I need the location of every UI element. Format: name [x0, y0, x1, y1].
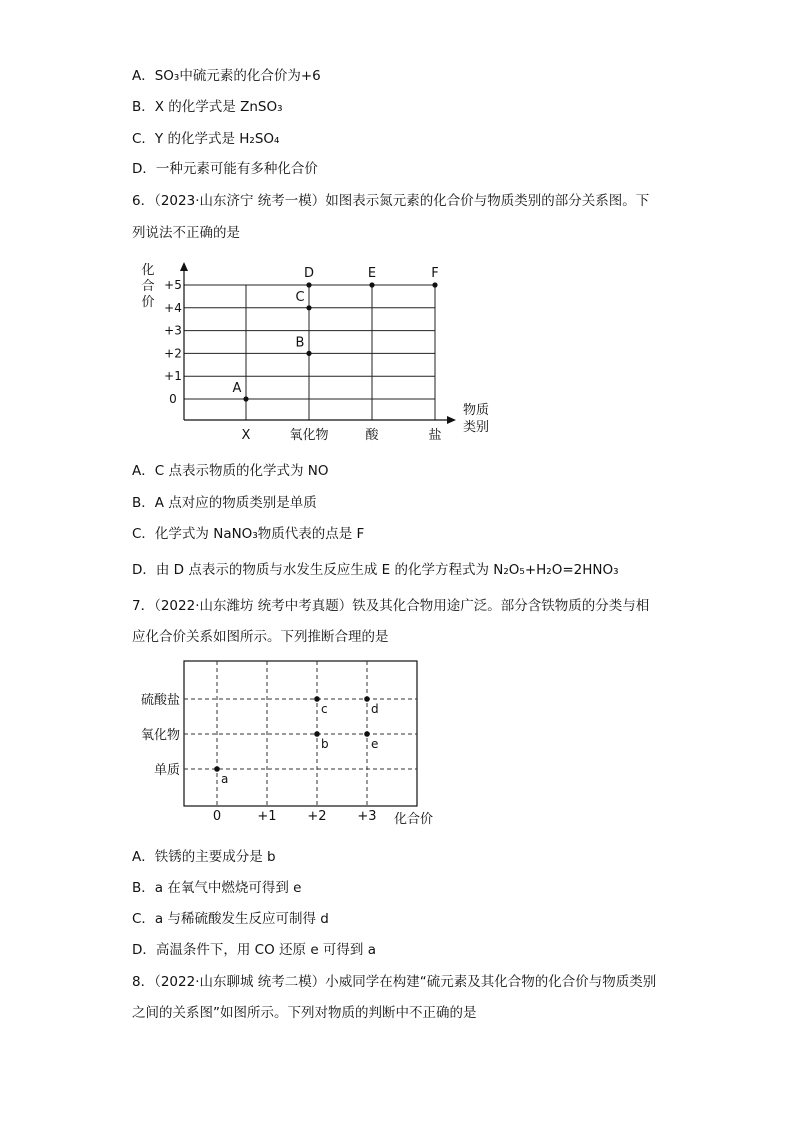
x-category-label: 氧化物: [289, 428, 329, 443]
point-label-E: E: [367, 266, 377, 281]
point-label-c: c: [321, 702, 328, 716]
point-label-C: C: [295, 289, 305, 305]
x-category-label: 盐: [428, 428, 442, 443]
y-tick-label: +4: [164, 300, 182, 315]
y-tick-label: +3: [164, 323, 182, 338]
chart2-xticks: [213, 809, 377, 824]
x-tick-label: +2: [307, 809, 327, 824]
point-label-b: b: [321, 737, 329, 751]
data-point-a: [214, 766, 220, 772]
x-tick-label: 0: [212, 809, 222, 824]
point-label-F: F: [431, 266, 439, 281]
y-tick-label: +1: [164, 369, 182, 384]
data-point-d: [364, 696, 370, 702]
q6-option-c: C．化学式为 NaNO₃物质代表的点是 F: [132, 526, 365, 542]
point-label-D: D: [303, 266, 315, 281]
y-tick-label: +2: [164, 346, 182, 361]
q5-option-a: A．SO₃中硫元素的化合价为+6: [132, 68, 321, 84]
point-label-A: A: [232, 381, 242, 396]
q6-stem-line1: 6．（2023·山东济宁 统考一模）如图表示氮元素的化合价与物质类别的部分关系图。下: [132, 193, 650, 209]
q8-stem-line2: 之间的关系图”如图所示。下列对物质的判断中不正确的是: [132, 1005, 477, 1021]
y-axis-label-char: 价: [141, 295, 155, 310]
data-point-e: [364, 731, 370, 737]
y-tick-label: 0: [169, 392, 177, 406]
q5-option-b: B．X 的化学式是 ZnSO₃: [132, 99, 283, 115]
x-category-label: X: [241, 428, 251, 443]
y-axis-label-char: 化: [141, 263, 155, 278]
q5-option-d: D．一种元素可能有多种化合价: [132, 161, 318, 177]
x-axis-label: 类别: [462, 420, 490, 435]
q7-stem-line1: 7．（2022·山东潍坊 统考中考真题）铁及其化合物用途广泛。部分含铁物质的分类与相: [132, 598, 650, 614]
q6-stem-line2: 列说法不正确的是: [132, 225, 240, 241]
x-axis-label: 化合价: [394, 812, 434, 827]
x-tick-label: +1: [257, 809, 277, 824]
q7-stem-line2: 应化合价关系如图所示。下列推断合理的是: [132, 629, 389, 645]
y-category-label: 单质: [153, 763, 180, 778]
point-label-B: B: [295, 335, 305, 351]
y-category-label: 氧化物: [140, 728, 180, 743]
q7-option-d: D．高温条件下，用 CO 还原 e 可得到 a: [132, 942, 376, 958]
chart2-points: [214, 696, 378, 786]
chart2-grid: [184, 661, 417, 806]
q7-option-a: A．铁锈的主要成分是 b: [132, 849, 276, 865]
data-point-c: [314, 696, 320, 702]
y-axis-label-char: 合: [141, 279, 155, 294]
point-label-a: a: [221, 772, 229, 786]
q6-option-a: A．C 点表示物质的化学式为 NO: [132, 463, 329, 479]
x-axis-label: 物质: [462, 403, 490, 418]
q8-stem-line1: 8．（2022·山东聊城 统考二模）小威同学在构建“硫元素及其化合物的化合价与物质类别: [132, 974, 657, 990]
q7-option-b: B．a 在氧气中燃烧可得到 e: [132, 880, 302, 896]
x-category-label: 酸: [365, 428, 379, 443]
y-category-label: 硫酸盐: [140, 693, 180, 708]
point-label-d: d: [371, 702, 379, 716]
q6-option-d: D．由 D 点表示的物质与水发生反应生成 E 的化学方程式为 N₂O₅+H₂O=2HNO₃: [132, 562, 619, 578]
x-tick-label: +3: [357, 809, 377, 824]
point-label-e: e: [371, 737, 379, 751]
chart2-xlabel: [394, 812, 433, 827]
q7-option-c: C．a 与稀硫酸发生反应可制得 d: [132, 911, 329, 927]
y-tick-label: +5: [164, 278, 182, 292]
data-point-b: [314, 731, 320, 737]
q5-option-c: C．Y 的化学式是 H₂SO₄: [132, 131, 280, 147]
q6-option-b: B．A 点对应的物质类别是单质: [132, 495, 317, 511]
chart2-ycategories: [141, 692, 180, 778]
